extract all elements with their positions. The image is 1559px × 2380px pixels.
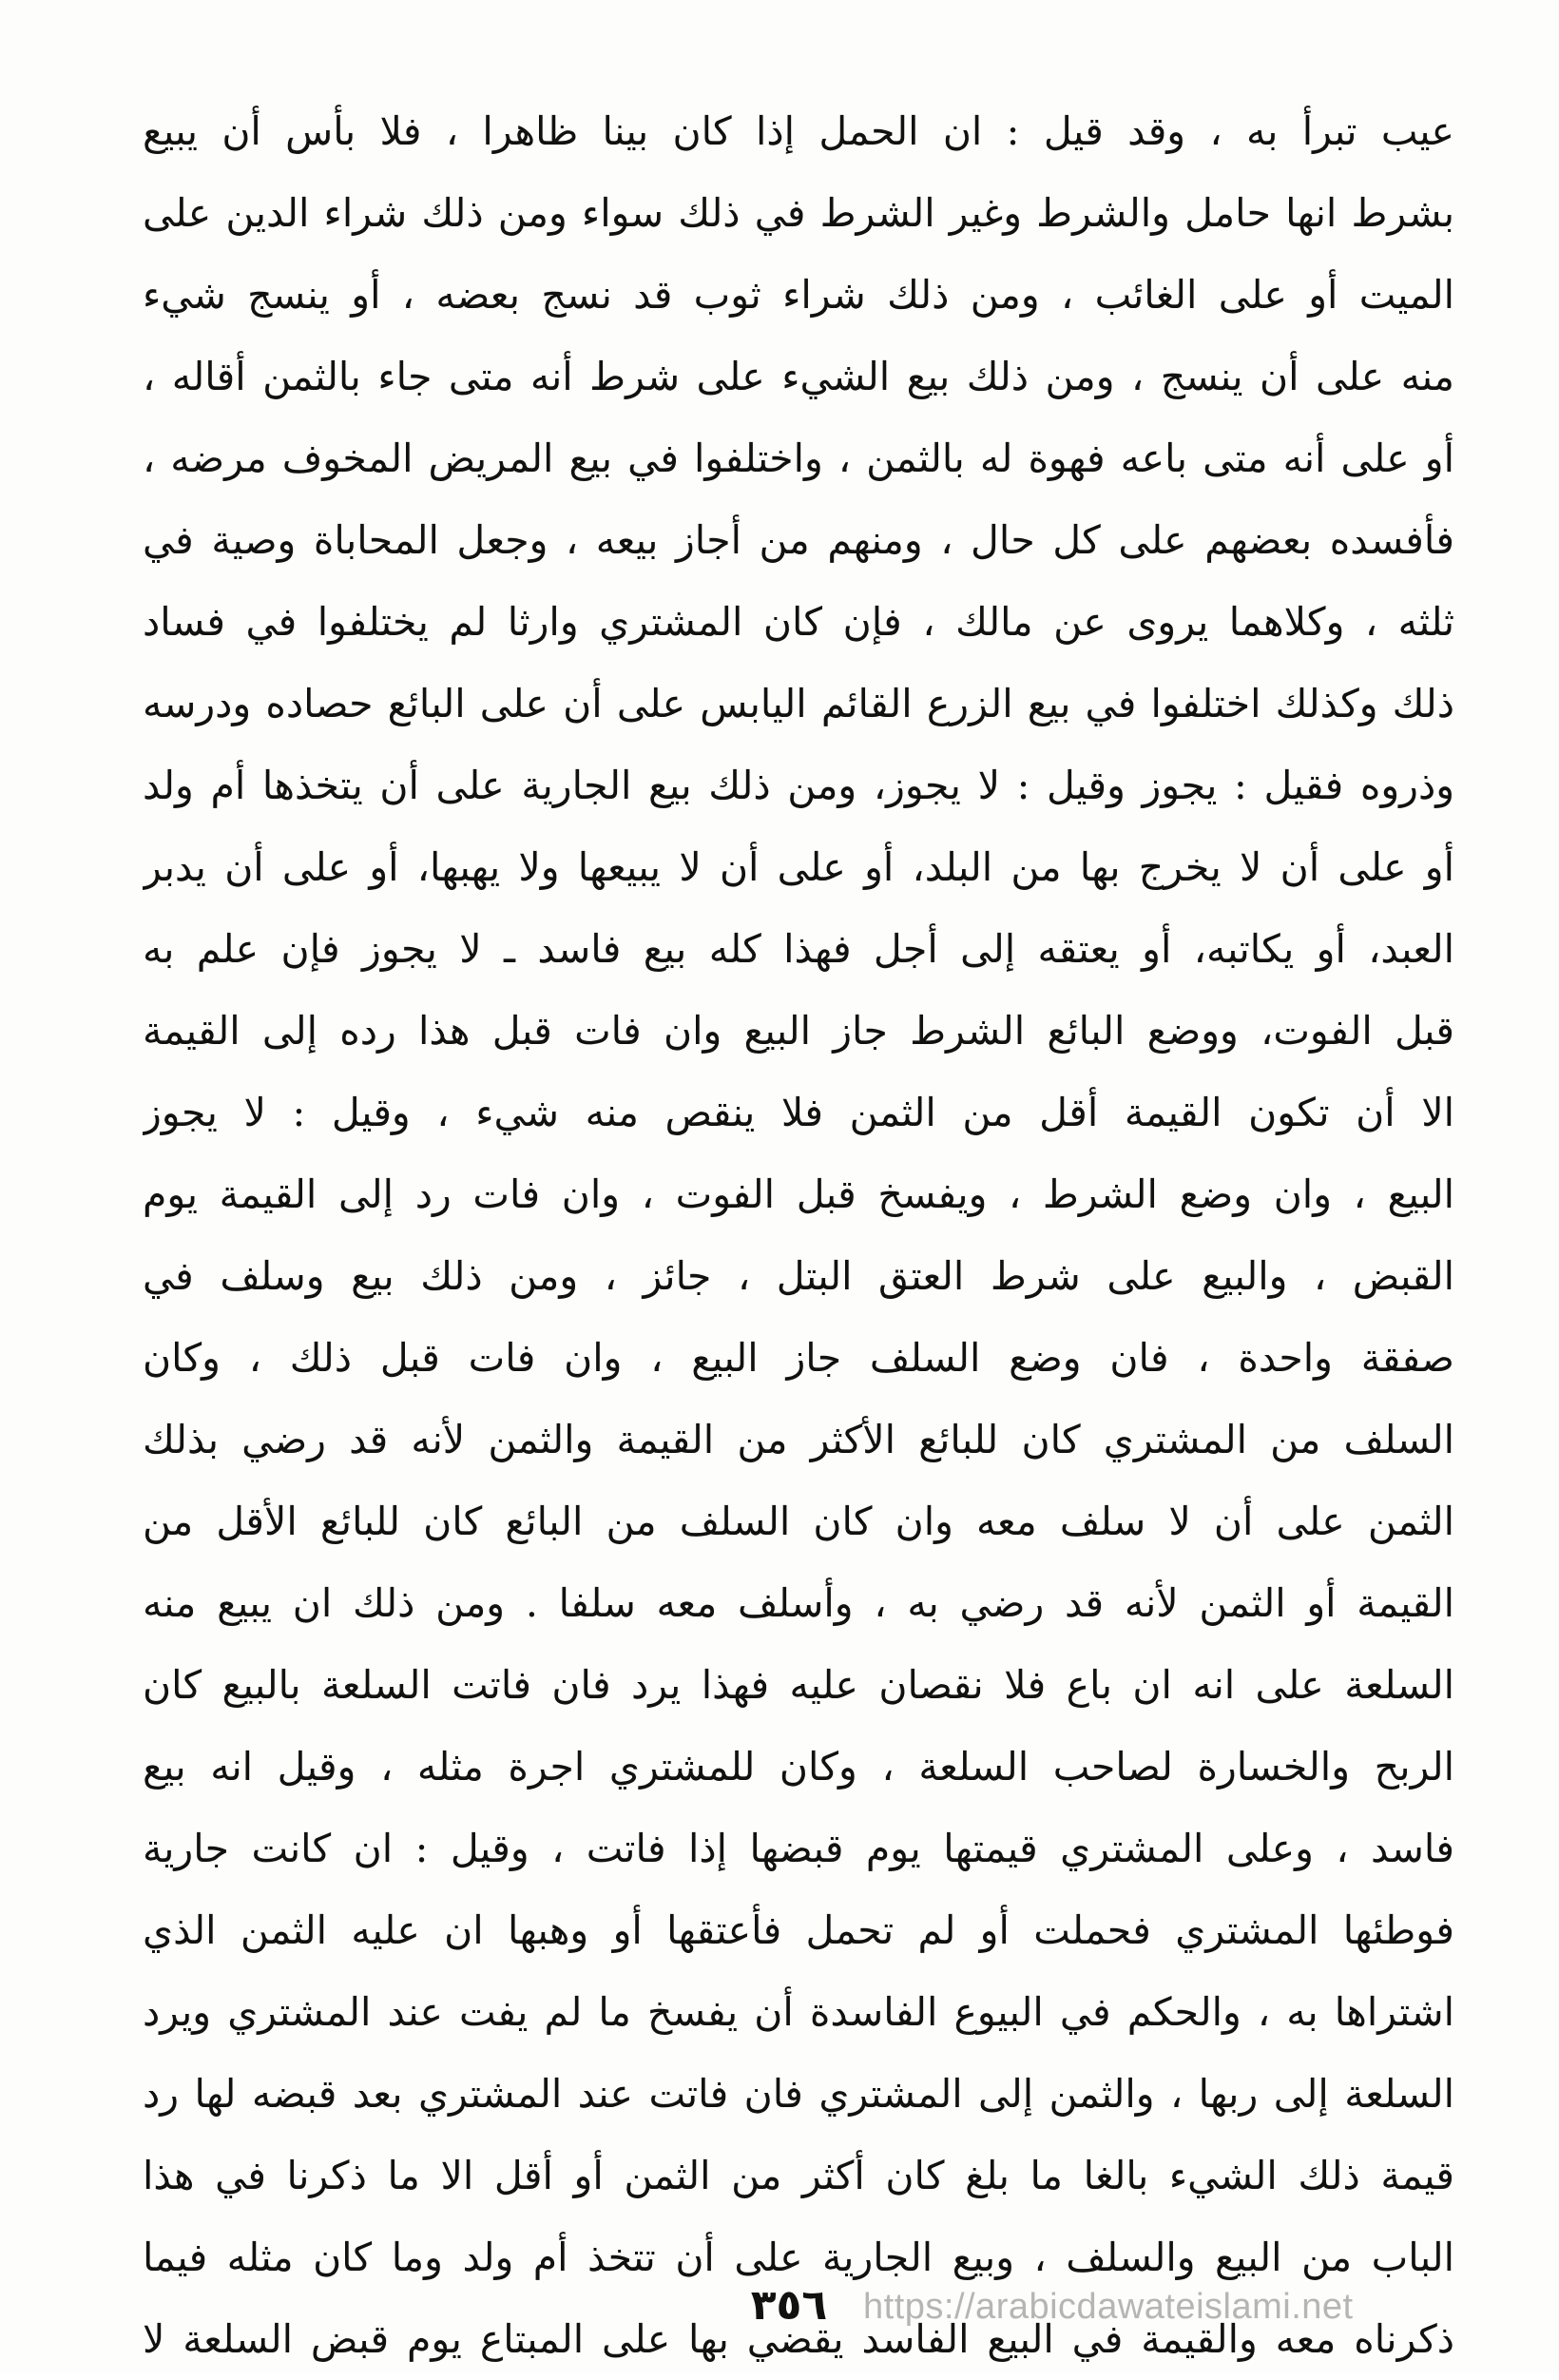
text-line: الباب من البيع والسلف ، وبيع الجارية على أن تتخذ أم ولد وما كان مثله فيما xyxy=(143,2235,1454,2280)
text-line: قيمة ذلك الشيء بالغا ما بلغ كان أكثر من الثمن أو أقل الا ما ذكرنا في هذا xyxy=(143,2153,1454,2198)
page-number: ٣٥٦ xyxy=(750,2281,828,2330)
text-line: القيمة أو الثمن لأنه قد رضي به ، وأسلف معه سلفا . ومن ذلك ان يبيع منه xyxy=(143,1580,1454,1626)
text-line: أو على أنه متى باعه فهوة له بالثمن ، واختلفوا في بيع المريض المخوف مرضه ، xyxy=(143,435,1454,481)
text-line: الا أن تكون القيمة أقل من الثمن فلا ينقص منه شيء ، وقيل : لا يجوز xyxy=(143,1090,1454,1135)
text-line: منه على أن ينسج ، ومن ذلك بيع الشيء على شرط أنه متى جاء بالثمن أقاله ، xyxy=(143,354,1454,399)
text-line: فاسد ، وعلى المشتري قيمتها يوم قبضها إذا فاتت ، وقيل : ان كانت جارية xyxy=(143,1826,1454,1871)
text-line: الربح والخسارة لصاحب السلعة ، وكان للمشتري اجرة مثله ، وقيل انه بيع xyxy=(143,1744,1454,1790)
text-line: عيب تبرأ به ، وقد قيل : ان الحمل إذا كان بينا ظاهرا ، فلا بأس أن يبيع xyxy=(143,108,1454,154)
text-line: العبد، أو يكاتبه، أو يعتقه إلى أجل فهذا كله بيع فاسد ـ لا يجوز فإن علم به xyxy=(143,926,1454,972)
text-line: قبل الفوت، ووضع البائع الشرط جاز البيع وان فات قبل هذا رده إلى القيمة xyxy=(143,1008,1454,1054)
text-line: فأفسده بعضهم على كل حال ، ومنهم من أجاز بيعه ، وجعل المحاباة وصية في xyxy=(143,517,1454,563)
text-line: أو على أن لا يخرج بها من البلد، أو على أن لا يبيعها ولا يهبها، أو على أن يدبر xyxy=(143,844,1454,890)
text-line: ذكرناه معه والقيمة في البيع الفاسد يقضي بها على المبتاع يوم قبض السلعة لا xyxy=(143,2316,1454,2362)
text-line: القبض ، والبيع على شرط العتق البتل ، جائز ، ومن ذلك بيع وسلف في xyxy=(143,1253,1454,1299)
body-text xyxy=(143,90,1454,2380)
text-line: وذروه فقيل : يجوز وقيل : لا يجوز، ومن ذلك بيع الجارية على أن يتخذها أم ولد xyxy=(143,763,1454,808)
text-line: السلف من المشتري كان للبائع الأكثر من القيمة والثمن لأنه قد رضي بذلك xyxy=(143,1417,1454,1462)
text-line: فوطئها المشتري فحملت أو لم تحمل فأعتقها أو وهبها ان عليه الثمن الذي xyxy=(143,1907,1454,1953)
text-line: الميت أو على الغائب ، ومن ذلك شراء ثوب قد نسج بعضه ، أو ينسج شيء xyxy=(143,272,1454,318)
text-line: السلعة على انه ان باع فلا نقصان عليه فهذا يرد فان فاتت السلعة بالبيع كان xyxy=(143,1662,1454,1708)
text-line: السلعة إلى ربها ، والثمن إلى المشتري فان فاتت عند المشتري بعد قبضه لها رد xyxy=(143,2071,1454,2117)
text-line: البيع ، وان وضع الشرط ، ويفسخ قبل الفوت ، وان فات رد إلى القيمة يوم xyxy=(143,1171,1454,1217)
text-line: بشرط انها حامل والشرط وغير الشرط في ذلك سواء ومن ذلك شراء الدين على xyxy=(143,190,1454,236)
text-line: اشتراها به ، والحكم في البيوع الفاسدة أن يفسخ ما لم يفت عند المشتري ويرد xyxy=(143,1989,1454,2035)
text-line: ذلك وكذلك اختلفوا في بيع الزرع القائم اليابس على أن على البائع حصاده ودرسه xyxy=(143,681,1454,726)
text-line: صفقة واحدة ، فان وضع السلف جاز البيع ، وان فات قبل ذلك ، وكان xyxy=(143,1335,1454,1381)
text-line: ثلثه ، وكلاهما يروى عن مالك ، فإن كان المشتري وارثا لم يختلفوا في فساد xyxy=(143,599,1454,645)
text-line: الثمن على أن لا سلف معه وان كان السلف من البائع كان للبائع الأقل من xyxy=(143,1499,1454,1544)
watermark-url: https://arabicdawateislami.net xyxy=(863,2287,1354,2327)
page-footer xyxy=(0,2273,1559,2339)
